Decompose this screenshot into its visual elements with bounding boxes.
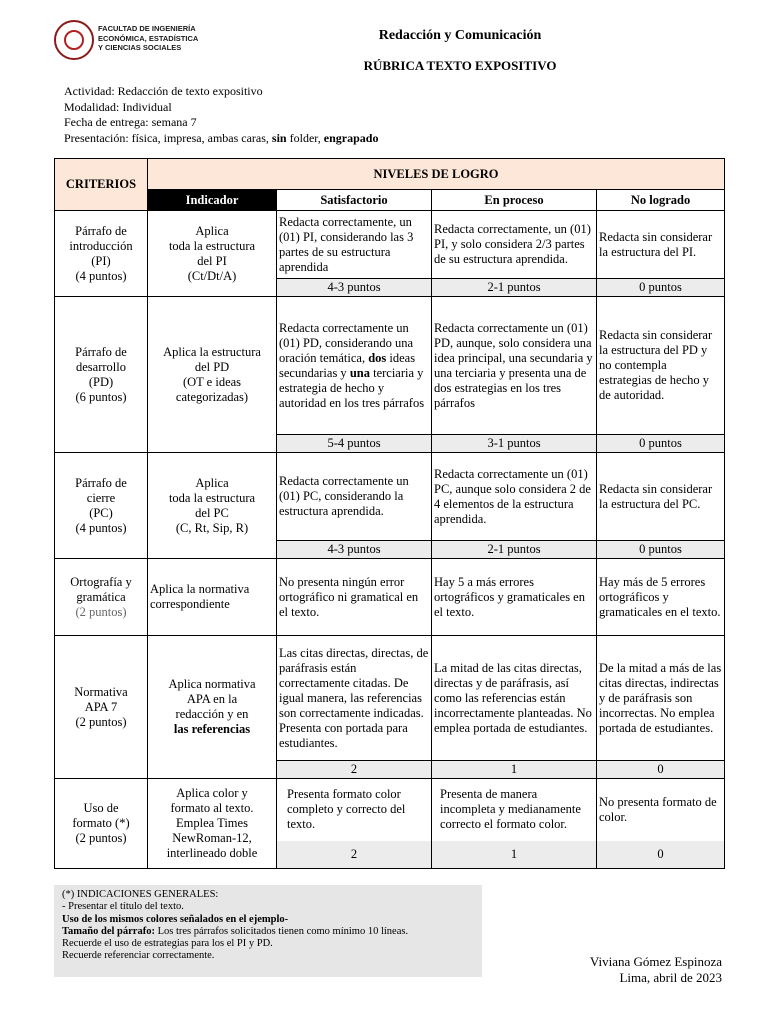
presentacion-mid: folder, xyxy=(286,130,324,145)
indicador-text: Emplea Times xyxy=(176,816,248,830)
actividad-line: Actividad: Redacción de texto expositivo xyxy=(64,84,263,98)
criterio-text: gramática xyxy=(76,589,126,604)
indicador-text: Aplica la estructura xyxy=(163,344,261,359)
en-proceso-cell: Redacta correctamente un (01) PD, aunque, solo considera una idea principal, una secundaria y una terciaria y presenta una de dos estrategias en los tres párrafos xyxy=(432,297,597,435)
criterio-cell xyxy=(55,779,148,869)
criterio-cell xyxy=(55,636,148,779)
criterio-cell xyxy=(55,453,148,559)
activity-info xyxy=(64,84,378,146)
points-cell: 2 xyxy=(277,761,432,779)
points-cell: 4-3 puntos xyxy=(277,279,432,297)
points-cell: 2-1 puntos xyxy=(432,541,597,559)
indicador-text: del PI xyxy=(197,253,227,268)
no-logrado-cell: Redacta sin considerar la estructura del PC. xyxy=(597,453,725,541)
points-cell: 0 puntos xyxy=(597,279,725,297)
en-proceso-cell: Redacta correctamente un (01) PC, aunque solo considera 2 de 4 elementos de la estructura aprendida. xyxy=(432,453,597,541)
modalidad-line: Modalidad: Individual xyxy=(64,99,172,114)
criterio-cell xyxy=(55,559,148,636)
no-logrado-cell: Hay más de 5 errores ortográficos y gramaticales en el texto. xyxy=(597,559,725,636)
satisfactorio-cell: Las citas directas, directas, de paráfrasis están correctamente citadas. De igual manera, las referencias son correctamente indicadas. Presenta con portada para estudiantes. xyxy=(277,636,432,761)
criterio-text: introducción xyxy=(69,238,133,253)
satisfactorio-header: Satisfactorio xyxy=(277,190,432,211)
no-logrado-header: No logrado xyxy=(597,190,725,211)
notes-line: Uso de los mismos colores señalados en el ejemplo- xyxy=(62,913,289,925)
rubric-table xyxy=(54,158,725,869)
points-cell: 4-3 puntos xyxy=(277,541,432,559)
notes-line: - Presentar el título del texto. xyxy=(62,901,184,913)
points-cell: 2-1 puntos xyxy=(432,279,597,297)
criterios-header: CRITERIOS xyxy=(55,159,148,211)
indicador-text: APA en la xyxy=(186,692,238,706)
indicador-text: del PC xyxy=(195,505,229,520)
university-seal-icon xyxy=(54,20,94,60)
notes-text: Los tres párrafos solicitados tienen como mínimo 10 líneas. xyxy=(154,925,409,937)
notes-line: Recuerde el uso de estrategias para los el PI y PD. xyxy=(62,938,273,950)
faculty-logo xyxy=(54,20,214,64)
table-row xyxy=(55,779,725,841)
course-title: Redacción y Comunicación xyxy=(378,28,542,43)
table-row xyxy=(55,297,725,435)
criterio-cell xyxy=(55,297,148,453)
table-row xyxy=(55,211,725,279)
no-logrado-cell: De la mitad a más de las citas directas, indirectas y de paráfrasis son incorrectas. No emplea portada de estudiantes. xyxy=(597,636,725,761)
author-name: Viviana Gómez Espinoza xyxy=(589,954,722,969)
indicador-text: (OT e ideas xyxy=(182,374,242,389)
no-logrado-cell: Redacta sin considerar la estructura del PD y no contempla estrategias de hecho y de autoridad. xyxy=(597,297,725,435)
indicador-cell: Aplica la normativa correspondiente xyxy=(148,559,277,636)
indicador-text: toda la estructura xyxy=(168,490,256,505)
indicador-text: (C, Rt, Sip, R) xyxy=(175,520,249,535)
fecha-line: Fecha de entrega: semana 7 xyxy=(64,115,197,129)
indicador-text: (Ct/Dt/A) xyxy=(187,268,237,283)
en-proceso-cell: La mitad de las citas directas, directas y de paráfrasis, así como las referencias están incorrectamente planteadas. No emplea portada de estudiantes. xyxy=(432,636,597,761)
general-notes xyxy=(54,885,482,977)
logo-line-3: Y CIENCIAS SOCIALES xyxy=(98,43,182,52)
satisfactorio-text: ideas secundarias y xyxy=(279,350,416,380)
satisfactorio-text: terciaria y estrategia de hecho y autoridad en los tres párrafos xyxy=(279,365,425,410)
indicador-text: redacción y en xyxy=(175,707,249,721)
points-cell: 2 xyxy=(277,841,432,869)
niveles-header: NIVELES DE LOGRO xyxy=(148,159,725,190)
criterio-text: cierre xyxy=(86,490,116,505)
presentacion-prefix: Presentación: física, impresa, ambas caras, xyxy=(64,130,272,145)
indicador-header: Indicador xyxy=(148,190,277,211)
indicador-text: toda la estructura xyxy=(168,238,256,253)
satisfactorio-bold: una xyxy=(349,365,370,380)
rubric-title: RÚBRICA TEXTO EXPOSITIVO xyxy=(363,58,557,73)
logo-line-2: ECONÓMICA, ESTADÍSTICA xyxy=(98,33,199,43)
satisfactorio-bold: dos xyxy=(368,350,387,365)
signature-block xyxy=(590,954,722,986)
criterio-text: formato (*) xyxy=(72,816,130,830)
table-row xyxy=(55,636,725,761)
en-proceso-header: En proceso xyxy=(432,190,597,211)
indicador-text: categorizadas) xyxy=(175,389,249,404)
en-proceso-cell: Presenta de manera incompleta y medianamente correcto el formato color. xyxy=(432,779,597,841)
satisfactorio-cell: Redacta correctamente un (01) PC, considerando la estructura aprendida. xyxy=(277,453,432,541)
criterio-text: (PD) xyxy=(88,374,114,389)
indicador-text: interlineado doble xyxy=(166,846,258,860)
indicador-text: del PD xyxy=(194,359,230,374)
indicador-cell xyxy=(148,453,277,559)
indicador-cell xyxy=(148,297,277,453)
notes-line: Recuerde referenciar correctamente. xyxy=(62,950,215,962)
indicador-text: Aplica normativa xyxy=(168,677,256,691)
indicador-cell xyxy=(148,636,277,779)
indicador-text: formato al texto. xyxy=(170,801,254,815)
table-row xyxy=(55,559,725,636)
notes-heading: (*) INDICACIONES GENERALES: xyxy=(62,889,219,900)
logo-line-1: FACULTAD DE INGENIERÍA xyxy=(98,24,196,33)
criterio-points: (2 puntos) xyxy=(75,714,127,729)
no-logrado-cell: Redacta sin considerar la estructura del PI. xyxy=(597,211,725,279)
criterio-text: Normativa xyxy=(74,684,128,699)
criterio-text: (PI) xyxy=(91,253,111,268)
indicador-cell xyxy=(148,779,277,869)
points-cell: 0 xyxy=(597,841,725,869)
criterio-text: Ortografía y xyxy=(70,574,132,589)
criterio-text: (PC) xyxy=(89,505,113,520)
satisfactorio-cell: No presenta ningún error ortográfico ni gramatical en el texto. xyxy=(277,559,432,636)
indicador-cell xyxy=(148,211,277,297)
criterio-text: Párrafo de xyxy=(75,344,127,359)
points-cell: 0 puntos xyxy=(597,435,725,453)
place-date: Lima, abril de 2023 xyxy=(619,970,722,985)
table-header-row xyxy=(55,159,725,190)
presentacion-sin: sin xyxy=(271,130,287,145)
points-cell: 0 puntos xyxy=(597,541,725,559)
indicador-text: NewRoman-12, xyxy=(172,831,252,845)
notes-bold: Tamaño del párrafo: xyxy=(62,925,155,937)
presentacion-line xyxy=(64,131,378,147)
indicador-text: Aplica xyxy=(195,223,229,238)
points-cell: 0 xyxy=(597,761,725,779)
points-cell: 3-1 puntos xyxy=(432,435,597,453)
points-cell: 1 xyxy=(432,761,597,779)
indicador-bold: las referencias xyxy=(173,722,251,736)
criterio-points: (4 puntos) xyxy=(75,268,127,283)
satisfactorio-cell: Presenta formato color completo y correcto del texto. xyxy=(277,779,432,841)
criterio-text: Uso de xyxy=(83,801,119,815)
satisfactorio-text: Redacta correctamente un (01) PD, considerando una oración temática, xyxy=(279,320,413,365)
points-cell: 5-4 puntos xyxy=(277,435,432,453)
criterio-points: (6 puntos) xyxy=(75,389,127,404)
satisfactorio-cell xyxy=(277,297,432,435)
table-subheader-row xyxy=(55,190,725,211)
no-logrado-cell: No presenta formato de color. xyxy=(597,779,725,841)
presentacion-engrapado: engrapado xyxy=(323,130,379,145)
en-proceso-cell: Hay 5 a más errores ortográficos y gramaticales en el texto. xyxy=(432,559,597,636)
notes-line xyxy=(62,926,474,938)
points-cell: 1 xyxy=(432,841,597,869)
table-row xyxy=(55,453,725,541)
criterio-points: (2 puntos) xyxy=(75,604,127,619)
criterio-points: (4 puntos) xyxy=(75,520,127,535)
logo-text xyxy=(98,24,228,53)
criterio-text: Párrafo de xyxy=(75,223,127,238)
criterio-text: APA 7 xyxy=(84,699,118,714)
criterio-text: Párrafo de xyxy=(75,475,127,490)
indicador-text: Aplica color y xyxy=(176,786,248,800)
satisfactorio-cell: Redacta correctamente, un (01) PI, considerando las 3 partes de su estructura aprendida xyxy=(277,211,432,279)
criterio-text: desarrollo xyxy=(76,359,126,374)
en-proceso-cell: Redacta correctamente, un (01) PI, y solo considera 2/3 partes de su estructura aprendida. xyxy=(432,211,597,279)
criterio-cell xyxy=(55,211,148,297)
indicador-text: Aplica xyxy=(195,475,229,490)
criterio-points: (2 puntos) xyxy=(75,831,127,845)
